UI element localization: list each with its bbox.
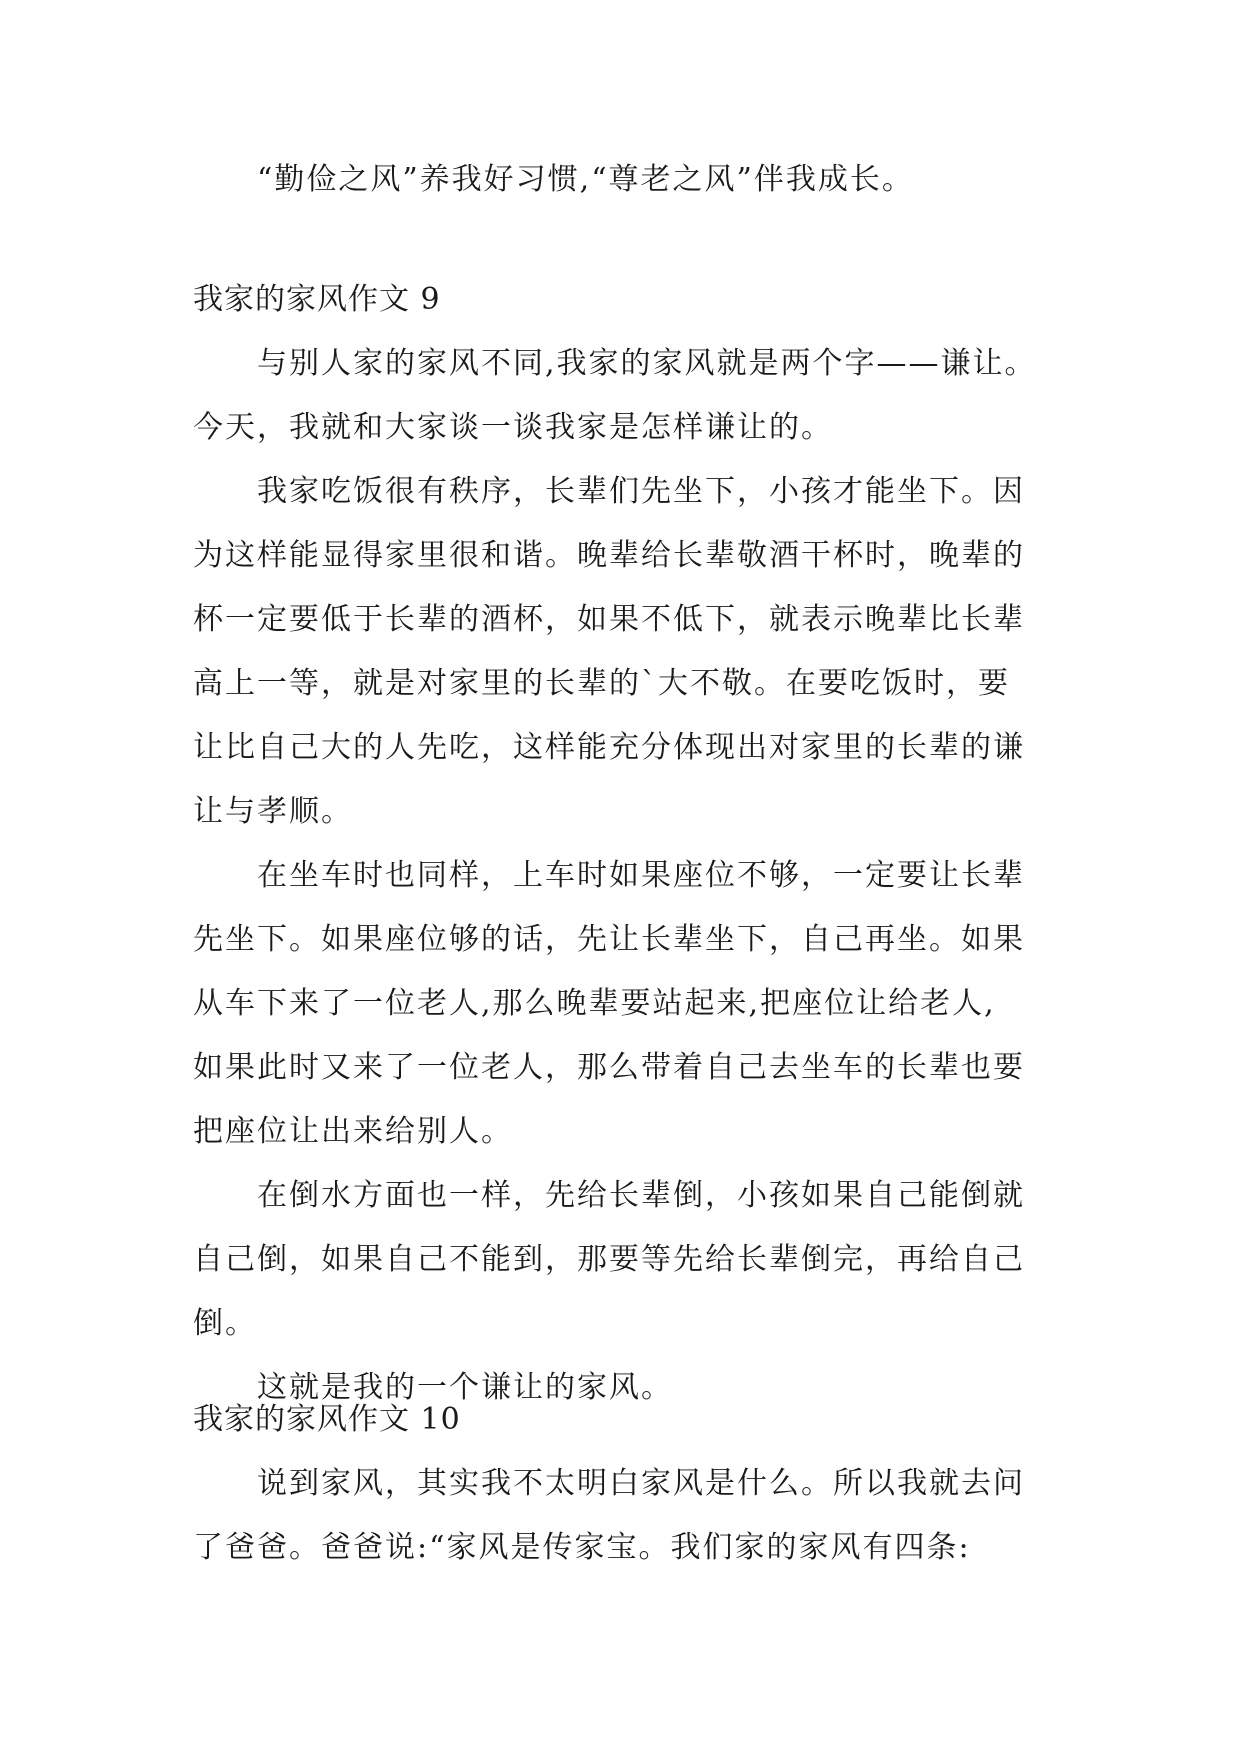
paragraph-line: 倒。 [193,1306,257,1341]
paragraph-line: 如果此时又来了一位老人，那么带着自己去坐车的长辈也要 [193,1050,1025,1085]
section-9 [193,268,1053,1420]
paragraph-line: 我家吃饭很有秩序，长辈们先坐下，小孩才能坐下。因 [257,474,1025,509]
paragraph-line: 从车下来了一位老人,那么晚辈要站起来,把座位让给老人, [193,986,996,1021]
section-10-heading: 我家的家风作文 10 [193,1402,461,1437]
paragraph-line: 在倒水方面也一样，先给长辈倒，小孩如果自己能倒就 [257,1178,1025,1213]
paragraph-line: 自己倒，如果自己不能到，那要等先给长辈倒完，再给自己 [193,1242,1025,1277]
paragraph-line: 了爸爸。爸爸说:“家风是传家宝。我们家的家风有四条: [193,1530,971,1565]
paragraph-line: 今天，我就和大家谈一谈我家是怎样谦让的。 [193,410,833,445]
paragraph-line: 与别人家的家风不同,我家的家风就是两个字——谦让。 [257,346,1037,381]
paragraph-line: 把座位让出来给别人。 [193,1114,513,1149]
paragraph-line: 在坐车时也同样，上车时如果座位不够，一定要让长辈 [257,858,1025,893]
paragraph-line: 杯一定要低于长辈的酒杯，如果不低下，就表示晚辈比长辈 [193,602,1025,637]
top-line: “勤俭之风”养我好习惯,“尊老之风”伴我成长。 [257,162,914,197]
paragraph-line: 让与孝顺。 [193,794,353,829]
top-line-block [193,148,1053,212]
section-9-heading: 我家的家风作文 9 [193,282,441,317]
paragraph-line: 高上一等，就是对家里的长辈的`大不敬。在要吃饭时，要 [193,666,1010,701]
paragraph-line: 先坐下。如果座位够的话，先让长辈坐下，自己再坐。如果 [193,922,1025,957]
paragraph-line: 为这样能显得家里很和谐。晚辈给长辈敬酒干杯时，晚辈的 [193,538,1025,573]
paragraph-line: 说到家风，其实我不太明白家风是什么。所以我就去问 [257,1466,1025,1501]
section-10 [193,1388,1053,1580]
paragraph-line: 这就是我的一个谦让的家风。 [257,1370,673,1405]
paragraph-line: 让比自己大的人先吃，这样能充分体现出对家里的长辈的谦 [193,730,1025,765]
